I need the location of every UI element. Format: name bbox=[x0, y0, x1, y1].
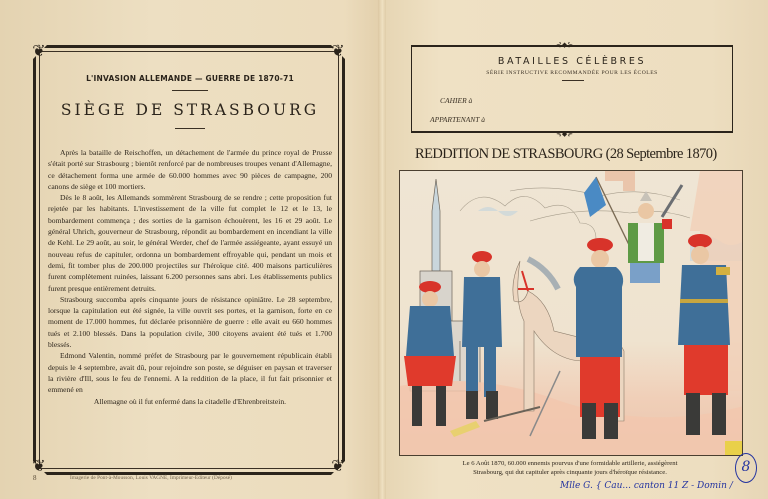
collection-subtitle: SÉRIE INSTRUCTIVE RECOMMANDÉE POUR LES ÉCOLES bbox=[486, 70, 658, 76]
ornament-icon: ⊰◆⊱ bbox=[556, 41, 574, 49]
paragraph: Allemagne où il fut enfermé dans la citadelle d'Ehrenbreitstein. bbox=[93, 396, 287, 406]
history-text bbox=[48, 147, 332, 407]
page-number: 8 bbox=[33, 474, 37, 482]
fleuron-corner-icon: ❦ bbox=[32, 41, 46, 60]
collection-title: BATAILLES CÉLÈBRES bbox=[497, 56, 647, 67]
plate-title: REDDITION DE STRASBOURG (28 Septembre 1870) bbox=[415, 146, 717, 162]
fleuron-corner-icon: ❦ bbox=[331, 456, 345, 475]
paragraph: Dès le 8 août, les Allemands sommèrent Strasbourg de se rendre ; cette proposition fut rejetée par les habitants. L'investissement de la ville fut complet le 12 et le 13, le bombardement commença ; des sorties de la garnison échouèrent, les 16 et 29 août. Le général Uhrich, gouverneur de Strasbourg, répondit au bombardement en incendiant la ville de Kehl. Le 29 août, au soir, le général Werder, chef de l'armée assiégeante, ayant essuyé un nouveau refus de capituler, ordonna un bombardement effroyable qui, pendant un mois et demi, fit tomber plus de 200.000 projectiles sur l'héroïque cité. 400 maisons particulières furent complètement ruinées, laissant 6.200 personnes sans abri. Les établissements publics furent presque entièrement detruits. bbox=[48, 193, 332, 293]
series-header: L'INVASION ALLEMANDE — GUERRE DE 1870-71 bbox=[86, 74, 294, 83]
appartenant-field: APPARTENANT à bbox=[430, 115, 485, 124]
handwritten-note: Mlle G. { Cau... canton 11 Z - Domin / bbox=[560, 481, 733, 491]
booklet-spine bbox=[378, 0, 386, 499]
paragraph: Après la bataille de Reischoffen, un détachement de l'armée du prince royal de Prusse s'était porté sur Strasbourg ; bientôt renforcé par de nombreuses troupes venant d'Allemagne, ce détachement forma une armée de 60.000 hommes avec 90 pièces de campagne, 200 canons de siège et 100 mortiers. bbox=[48, 148, 332, 191]
caption-line: Le 6 Août 1870, 60.000 ennemis pourvus d'une formidable artillerie, assiégèrent bbox=[462, 460, 678, 467]
owner-label-box bbox=[411, 41, 733, 138]
printer-imprint: Imagerie de Pont-à-Mousson, Louis VAGNÉ, Imprimeur-Éditeur (Déposé) bbox=[70, 475, 232, 481]
divider bbox=[175, 128, 205, 129]
paragraph: Edmond Valentin, nommé préfet de Strasbourg par le gouvernement républicain établi depuis le 4 septembre, avait dû, pour rejoindre son poste, se déguiser en paysan et traverser la rivière d'Ill, sous le feu de l'ennemi. A la reddition de la place, il fut fait prisonnier et emmené en bbox=[48, 351, 332, 395]
paragraph: Strasbourg succomba après cinquante jours de résistance opiniâtre. Le 28 septembre, lorsque la capitulation eut été signée, la ville ouvrit ses portes, et la garnison, forte en ce moment de 17.000 hommes, fut déclarée prisonnière de guerre : elle avait eu 660 hommes tués et 2.100 blessés. Dans la population civile, 300 citoyens avaient été tués et 1.700 blessés. bbox=[48, 294, 332, 350]
illustration-drawing bbox=[400, 171, 743, 456]
handwritten-page-number: 8 bbox=[735, 453, 757, 483]
fleuron-corner-icon: ❦ bbox=[331, 41, 345, 60]
caption-line: Strasbourg, qui dut capituler après cinquante jours d'héroïque résistance. bbox=[473, 469, 667, 476]
ornament-icon: ⊰◆⊱ bbox=[556, 130, 574, 138]
left-page-content bbox=[48, 58, 332, 407]
fleuron-corner-icon: ❦ bbox=[32, 456, 46, 475]
divider bbox=[172, 90, 208, 91]
surrender-illustration bbox=[399, 170, 743, 456]
plate-caption bbox=[405, 459, 735, 477]
page-title: SIÈGE DE STRASBOURG bbox=[60, 101, 320, 119]
cahier-field: CAHIER à bbox=[440, 96, 473, 105]
divider bbox=[562, 80, 584, 81]
